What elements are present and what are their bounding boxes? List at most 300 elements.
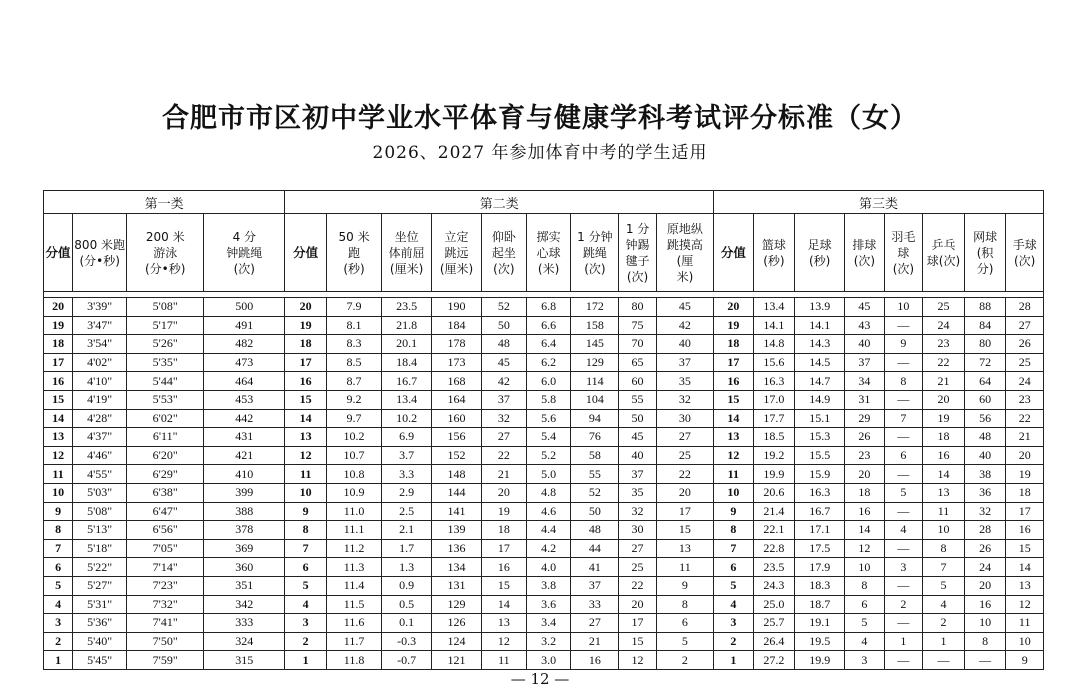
table-cell: 22	[923, 353, 965, 372]
table-cell: 1	[884, 632, 922, 651]
table-cell: 315	[204, 651, 285, 670]
score-cell: 10	[285, 483, 327, 502]
score-cell: 5	[285, 576, 327, 595]
table-cell: 65	[619, 353, 656, 372]
table-cell: 6.6	[526, 316, 571, 335]
table-cell: 20	[1006, 446, 1044, 465]
table-cell: 5'17"	[127, 316, 204, 335]
column-header: 1 分 钟踢 毽子 (次)	[619, 214, 656, 292]
table-cell: 2	[884, 595, 922, 614]
table-cell: 2	[923, 614, 965, 633]
table-cell: 5.8	[526, 390, 571, 409]
table-cell: 13.4	[753, 298, 795, 317]
table-cell: 134	[432, 558, 482, 577]
table-cell: 9	[884, 335, 922, 354]
table-cell: 10.2	[326, 428, 381, 447]
table-cell: 11	[923, 502, 965, 521]
table-cell: 30	[656, 409, 713, 428]
table-cell: 10.2	[382, 409, 432, 428]
score-cell: 17	[285, 353, 327, 372]
score-cell: 15	[285, 390, 327, 409]
table-cell: 20.1	[382, 335, 432, 354]
table-cell: 32	[619, 502, 656, 521]
table-cell: 421	[204, 446, 285, 465]
table-cell: 12	[845, 539, 885, 558]
table-cell: 10.9	[326, 483, 381, 502]
table-cell: 20.6	[753, 483, 795, 502]
table-cell: 23	[923, 335, 965, 354]
table-cell: 60	[619, 372, 656, 391]
table-cell: 3.2	[526, 632, 571, 651]
table-cell: 4'55"	[73, 465, 127, 484]
table-cell: 19.2	[753, 446, 795, 465]
score-cell: 13	[714, 428, 754, 447]
table-cell: 11.4	[326, 576, 381, 595]
table-cell: 442	[204, 409, 285, 428]
table-cell: 5.6	[526, 409, 571, 428]
table-cell: 168	[432, 372, 482, 391]
column-header: 坐位 体前屈 (厘米)	[382, 214, 432, 292]
table-cell: 5'26"	[127, 335, 204, 354]
table-cell: 369	[204, 539, 285, 558]
table-cell: 0.9	[382, 576, 432, 595]
table-cell: 18.5	[753, 428, 795, 447]
table-cell: 11	[482, 651, 527, 670]
table-cell: 23.5	[753, 558, 795, 577]
table-cell: 18.7	[795, 595, 845, 614]
column-header: 足球 (秒)	[795, 214, 845, 292]
table-cell: 19.5	[795, 632, 845, 651]
table-cell: 14.3	[795, 335, 845, 354]
table-cell: 64	[964, 372, 1006, 391]
table-cell: 4'46"	[73, 446, 127, 465]
table-row	[44, 576, 1044, 595]
table-cell: 129	[571, 353, 619, 372]
table-cell: 11.2	[326, 539, 381, 558]
table-cell: 14.9	[795, 390, 845, 409]
table-cell: 14	[482, 595, 527, 614]
table-cell: 80	[964, 335, 1006, 354]
score-cell: 16	[285, 372, 327, 391]
group-header-2: 第二类	[285, 191, 714, 214]
table-cell: 141	[432, 502, 482, 521]
table-cell: 0.5	[382, 595, 432, 614]
table-cell: 2.5	[382, 502, 432, 521]
score-cell: 8	[285, 521, 327, 540]
column-header: 分值	[44, 214, 73, 292]
table-cell: 10.7	[326, 446, 381, 465]
table-cell: 172	[571, 298, 619, 317]
score-cell: 20	[714, 298, 754, 317]
table-cell: 32	[964, 502, 1006, 521]
table-cell: —	[884, 539, 922, 558]
table-cell: 52	[571, 483, 619, 502]
table-cell: 60	[964, 390, 1006, 409]
table-cell: 32	[656, 390, 713, 409]
score-cell: 2	[285, 632, 327, 651]
table-cell: 8	[656, 595, 713, 614]
table-cell: 13	[482, 614, 527, 633]
table-cell: 13.9	[795, 298, 845, 317]
table-cell: 3'39"	[73, 298, 127, 317]
table-cell: 17	[619, 614, 656, 633]
table-cell: 4'37"	[73, 428, 127, 447]
table-cell: 3	[845, 651, 885, 670]
table-cell: 9.2	[326, 390, 381, 409]
table-cell: 17.0	[753, 390, 795, 409]
table-cell: 7.9	[326, 298, 381, 317]
table-cell: 0.1	[382, 614, 432, 633]
table-cell: 184	[432, 316, 482, 335]
table-cell: 16	[571, 651, 619, 670]
score-cell: 1	[714, 651, 754, 670]
score-cell: 7	[44, 539, 73, 558]
table-cell: 156	[432, 428, 482, 447]
table-cell: 37	[845, 353, 885, 372]
table-cell: 45	[619, 428, 656, 447]
column-header: 掷实 心球 (米)	[526, 214, 571, 292]
table-cell: 50	[482, 316, 527, 335]
table-cell: 5'45"	[73, 651, 127, 670]
table-cell: 38	[964, 465, 1006, 484]
table-cell: 9	[656, 576, 713, 595]
table-cell: 324	[204, 632, 285, 651]
table-cell: 27	[482, 428, 527, 447]
page-title: 合肥市市区初中学业水平体育与健康学科考试评分标准（女）	[162, 103, 918, 134]
table-cell: 16	[845, 502, 885, 521]
table-cell: 50	[619, 409, 656, 428]
table-cell: 11	[1006, 614, 1044, 633]
table-cell: 3'54"	[73, 335, 127, 354]
score-cell: 7	[285, 539, 327, 558]
table-cell: 48	[571, 521, 619, 540]
table-row	[44, 372, 1044, 391]
table-cell: 6'47"	[127, 502, 204, 521]
table-cell: 491	[204, 316, 285, 335]
table-cell: 20	[964, 576, 1006, 595]
table-cell: 56	[964, 409, 1006, 428]
table-cell: 3'47"	[73, 316, 127, 335]
table-cell: 410	[204, 465, 285, 484]
table-cell: 2.9	[382, 483, 432, 502]
table-cell: 13	[656, 539, 713, 558]
column-header: 4 分 钟跳绳 (次)	[204, 214, 285, 292]
table-cell: 360	[204, 558, 285, 577]
table-row	[44, 428, 1044, 447]
score-cell: 12	[285, 446, 327, 465]
table-cell: 5	[923, 576, 965, 595]
score-cell: 11	[714, 465, 754, 484]
table-cell: 15	[482, 576, 527, 595]
column-header: 仰卧 起坐 (次)	[482, 214, 527, 292]
table-cell: 21.8	[382, 316, 432, 335]
table-cell: 7'32"	[127, 595, 204, 614]
table-cell: 35	[656, 372, 713, 391]
table-cell: —	[884, 651, 922, 670]
group-header-1: 第一类	[44, 191, 285, 214]
score-cell: 5	[714, 576, 754, 595]
table-cell: 148	[432, 465, 482, 484]
column-header: 分值	[285, 214, 327, 292]
table-cell: 55	[619, 390, 656, 409]
column-header: 网球 (积 分)	[964, 214, 1006, 292]
table-row	[44, 409, 1044, 428]
table-cell: 3	[884, 558, 922, 577]
table-cell: 5'18"	[73, 539, 127, 558]
score-cell: 6	[285, 558, 327, 577]
table-cell: 27	[571, 614, 619, 633]
table-cell: 31	[845, 390, 885, 409]
table-cell: 5'35"	[127, 353, 204, 372]
table-cell: 50	[571, 502, 619, 521]
table-cell: 15.5	[795, 446, 845, 465]
table-cell: 32	[482, 409, 527, 428]
table-cell: 8	[964, 632, 1006, 651]
table-cell: 431	[204, 428, 285, 447]
table-row	[44, 446, 1044, 465]
table-cell: 18.4	[382, 353, 432, 372]
table-cell: 19.9	[795, 651, 845, 670]
score-cell: 10	[44, 483, 73, 502]
table-cell: 27	[1006, 316, 1044, 335]
table-cell: 40	[964, 446, 1006, 465]
table-cell: 40	[619, 446, 656, 465]
table-cell: -0.7	[382, 651, 432, 670]
table-cell: 10	[923, 521, 965, 540]
table-cell: 26	[1006, 335, 1044, 354]
table-cell: 7'23"	[127, 576, 204, 595]
score-cell: 19	[44, 316, 73, 335]
column-header: 排球 (次)	[845, 214, 885, 292]
table-cell: 45	[656, 298, 713, 317]
table-cell: 23	[1006, 390, 1044, 409]
table-cell: 10	[884, 298, 922, 317]
column-header: 乒乓 球(次)	[923, 214, 965, 292]
score-cell: 16	[714, 372, 754, 391]
table-cell: 4	[845, 632, 885, 651]
table-cell: 5'27"	[73, 576, 127, 595]
table-cell: 14.7	[795, 372, 845, 391]
table-cell: 5.4	[526, 428, 571, 447]
table-cell: 45	[482, 353, 527, 372]
table-cell: 8.7	[326, 372, 381, 391]
score-cell: 19	[285, 316, 327, 335]
table-cell: 15	[656, 521, 713, 540]
table-cell: 8.3	[326, 335, 381, 354]
table-cell: 464	[204, 372, 285, 391]
table-cell: 24	[1006, 372, 1044, 391]
table-cell: 10.8	[326, 465, 381, 484]
table-cell: 48	[964, 428, 1006, 447]
table-cell: 6.4	[526, 335, 571, 354]
table-cell: 4.2	[526, 539, 571, 558]
score-cell: 9	[714, 502, 754, 521]
table-cell: 158	[571, 316, 619, 335]
table-cell: 15	[619, 632, 656, 651]
table-cell: 16	[923, 446, 965, 465]
table-cell: 8.1	[326, 316, 381, 335]
score-cell: 3	[714, 614, 754, 633]
table-row	[44, 614, 1044, 633]
table-cell: 4	[884, 521, 922, 540]
table-cell: 36	[964, 483, 1006, 502]
score-cell: 9	[285, 502, 327, 521]
table-cell: 20	[619, 595, 656, 614]
table-cell: 17.7	[753, 409, 795, 428]
score-cell: 8	[714, 521, 754, 540]
table-row	[44, 390, 1044, 409]
score-cell: 1	[285, 651, 327, 670]
table-cell: 190	[432, 298, 482, 317]
table-cell: 84	[964, 316, 1006, 335]
table-cell: 37	[619, 465, 656, 484]
table-cell: 24	[964, 558, 1006, 577]
table-cell: 20	[656, 483, 713, 502]
table-row	[44, 539, 1044, 558]
score-cell: 12	[44, 446, 73, 465]
table-cell: 11.0	[326, 502, 381, 521]
table-cell: 10	[845, 558, 885, 577]
table-cell: 14	[1006, 558, 1044, 577]
table-cell: 20	[845, 465, 885, 484]
table-cell: 7'59"	[127, 651, 204, 670]
table-cell: 15.3	[795, 428, 845, 447]
score-cell: 17	[44, 353, 73, 372]
table-cell: 8	[845, 576, 885, 595]
table-cell: 5'53"	[127, 390, 204, 409]
table-cell: 6'02"	[127, 409, 204, 428]
table-cell: 399	[204, 483, 285, 502]
table-cell: 20	[923, 390, 965, 409]
table-cell: 25.7	[753, 614, 795, 633]
table-cell: 17.5	[795, 539, 845, 558]
table-cell: 17.1	[795, 521, 845, 540]
table-cell: 124	[432, 632, 482, 651]
table-cell: 1	[923, 632, 965, 651]
table-cell: —	[923, 651, 965, 670]
table-cell: 5'13"	[73, 521, 127, 540]
table-cell: 5'36"	[73, 614, 127, 633]
table-cell: 14.1	[795, 316, 845, 335]
table-cell: 19.1	[795, 614, 845, 633]
table-cell: 11	[656, 558, 713, 577]
table-cell: 5'22"	[73, 558, 127, 577]
table-cell: 11.6	[326, 614, 381, 633]
table-cell: 5.2	[526, 446, 571, 465]
table-cell: 27	[656, 428, 713, 447]
table-cell: 5'40"	[73, 632, 127, 651]
table-cell: 80	[619, 298, 656, 317]
table-cell: 333	[204, 614, 285, 633]
table-cell: 104	[571, 390, 619, 409]
table-cell: 58	[571, 446, 619, 465]
table-cell: 4.8	[526, 483, 571, 502]
table-cell: 4.6	[526, 502, 571, 521]
table-cell: 18	[923, 428, 965, 447]
table-cell: 22	[619, 576, 656, 595]
table-cell: 6.2	[526, 353, 571, 372]
table-row	[44, 316, 1044, 335]
table-cell: 94	[571, 409, 619, 428]
table-cell: 40	[656, 335, 713, 354]
table-cell: 121	[432, 651, 482, 670]
table-cell: 136	[432, 539, 482, 558]
table-cell: 18	[482, 521, 527, 540]
score-cell: 3	[285, 614, 327, 633]
table-cell: 21	[482, 465, 527, 484]
table-cell: 6'11"	[127, 428, 204, 447]
table-cell: 482	[204, 335, 285, 354]
table-cell: 3.7	[382, 446, 432, 465]
score-cell: 13	[44, 428, 73, 447]
column-header: 800 米跑 (分•秒)	[73, 214, 127, 292]
table-cell: 76	[571, 428, 619, 447]
table-cell: 144	[432, 483, 482, 502]
table-cell: 8.5	[326, 353, 381, 372]
table-cell: 5	[845, 614, 885, 633]
column-header: 手球 (次)	[1006, 214, 1044, 292]
table-cell: 7'50"	[127, 632, 204, 651]
score-cell: 2	[714, 632, 754, 651]
column-header: 原地纵 跳摸高 (厘 米)	[656, 214, 713, 292]
table-cell: 3.8	[526, 576, 571, 595]
score-cell: 20	[44, 298, 73, 317]
table-cell: 6.8	[526, 298, 571, 317]
table-cell: 44	[571, 539, 619, 558]
table-cell: 16.7	[795, 502, 845, 521]
table-cell: 48	[482, 335, 527, 354]
table-cell: —	[884, 316, 922, 335]
table-cell: 12	[1006, 595, 1044, 614]
score-cell: 13	[285, 428, 327, 447]
table-cell: 5'08"	[127, 298, 204, 317]
column-header: 分值	[714, 214, 754, 292]
table-cell: 131	[432, 576, 482, 595]
table-cell: 6'20"	[127, 446, 204, 465]
table-row	[44, 298, 1044, 317]
table-cell: 28	[1006, 298, 1044, 317]
table-cell: 43	[845, 316, 885, 335]
score-cell: 11	[285, 465, 327, 484]
table-cell: 8	[923, 539, 965, 558]
table-cell: 15	[1006, 539, 1044, 558]
score-cell: 16	[44, 372, 73, 391]
table-cell: 23	[845, 446, 885, 465]
table-cell: 21	[1006, 428, 1044, 447]
column-header: 50 米 跑 (秒)	[326, 214, 381, 292]
table-cell: 27	[619, 539, 656, 558]
table-cell: 17	[482, 539, 527, 558]
score-cell: 17	[714, 353, 754, 372]
table-cell: 11.7	[326, 632, 381, 651]
score-cell: 18	[285, 335, 327, 354]
table-cell: 129	[432, 595, 482, 614]
table-cell: 7	[884, 409, 922, 428]
table-cell: 29	[845, 409, 885, 428]
table-cell: 2.1	[382, 521, 432, 540]
table-cell: 41	[571, 558, 619, 577]
table-cell: 19.9	[753, 465, 795, 484]
table-cell: 4'19"	[73, 390, 127, 409]
table-cell: 19	[1006, 465, 1044, 484]
table-cell: 6'38"	[127, 483, 204, 502]
table-cell: 27.2	[753, 651, 795, 670]
table-cell: 6	[845, 595, 885, 614]
table-cell: 145	[571, 335, 619, 354]
table-cell: 20	[482, 483, 527, 502]
table-cell: 14.1	[753, 316, 795, 335]
score-cell: 6	[714, 558, 754, 577]
